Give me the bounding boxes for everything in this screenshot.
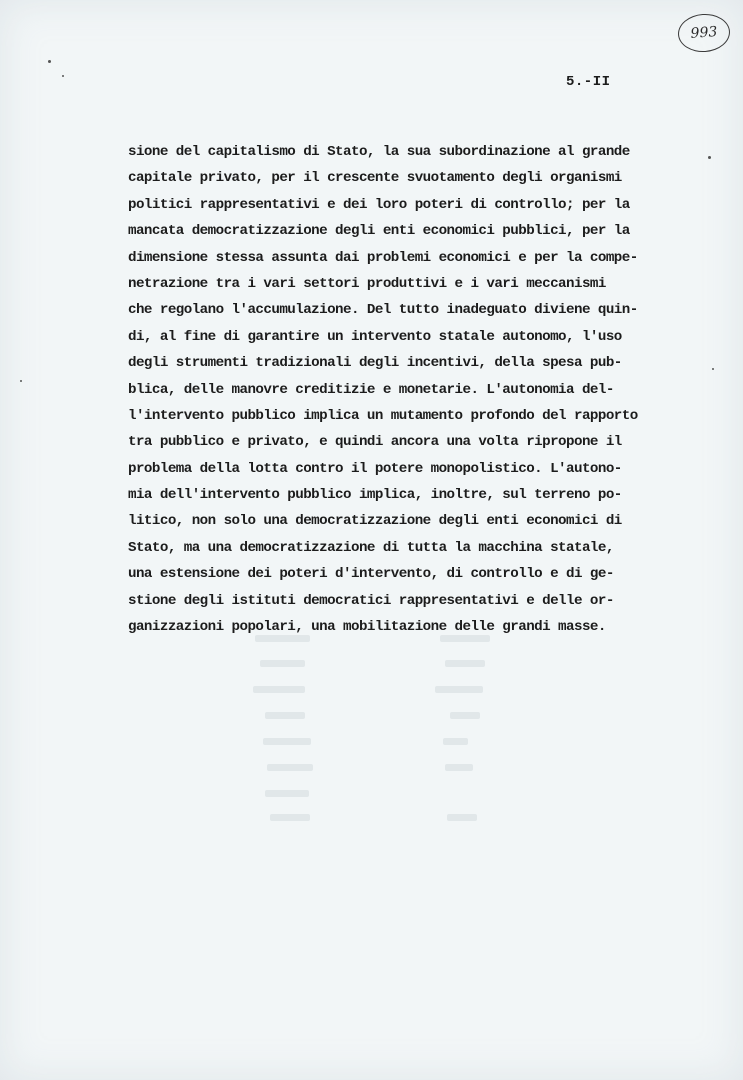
paper-speck	[62, 75, 64, 77]
archive-stamp	[677, 12, 732, 54]
body-text	[128, 139, 708, 640]
text-line: degli strumenti tradizionali degli incentivi, della spesa pub-	[128, 355, 622, 372]
text-line: Stato, ma una democratizzazione di tutta la macchina statale,	[128, 539, 614, 556]
bleed-through-marks	[235, 630, 495, 830]
text-line: stione degli istituti democratici rappresentativi e delle or-	[128, 592, 614, 609]
text-line: ganizzazioni popolari, una mobilitazione delle grandi masse.	[128, 619, 606, 636]
paper-speck	[708, 156, 711, 159]
paper-speck	[48, 60, 51, 63]
text-line: litico, non solo una democratizzazione degli enti economici di	[128, 513, 622, 530]
paper-speck	[712, 368, 714, 370]
text-line: mia dell'intervento pubblico implica, inoltre, sul terreno po-	[128, 487, 622, 504]
text-line: l'intervento pubblico implica un mutamento profondo del rapporto	[128, 407, 638, 424]
page-number: 5.-II	[566, 74, 611, 90]
archive-stamp-number: 993	[690, 24, 718, 42]
text-line: dimensione stessa assunta dai problemi economici e per la compe-	[128, 249, 638, 266]
text-line: blica, delle manovre creditizie e monetarie. L'autonomia del-	[128, 381, 614, 398]
text-line: capitale privato, per il crescente svuotamento degli organismi	[128, 170, 622, 187]
text-line: sione del capitalismo di Stato, la sua subordinazione al grande	[128, 144, 630, 160]
text-line: politici rappresentativi e dei loro poteri di controllo; per la	[128, 196, 630, 213]
paper-speck	[20, 380, 22, 382]
text-line: netrazione tra i vari settori produttivi e i vari meccanismi	[128, 275, 606, 292]
text-line: problema della lotta contro il potere monopolistico. L'autono-	[128, 460, 622, 477]
text-line: di, al fine di garantire un intervento statale autonomo, l'uso	[128, 328, 622, 345]
text-line: che regolano l'accumulazione. Del tutto inadeguato diviene quin-	[128, 302, 638, 319]
text-line: una estensione dei poteri d'intervento, di controllo e di ge-	[128, 566, 614, 583]
text-line: tra pubblico e privato, e quindi ancora una volta ripropone il	[128, 434, 622, 451]
text-line: mancata democratizzazione degli enti economici pubblici, per la	[128, 223, 630, 240]
